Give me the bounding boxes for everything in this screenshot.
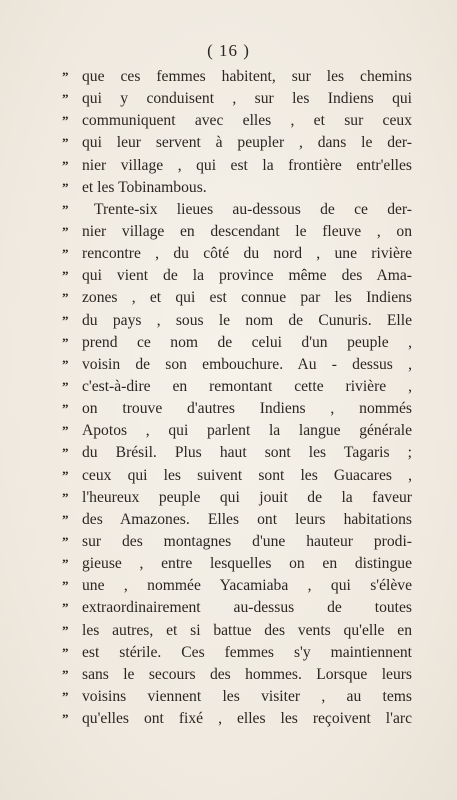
quote-mark: ” [62,157,68,173]
line-text: sur des montagnes d'une hauteur prodi- [82,532,412,550]
line-text: qui vient de la province même des Ama- [82,267,412,285]
quote-mark: ” [62,113,68,129]
quote-mark: ” [62,578,68,594]
text-line [62,664,412,686]
text-line [62,310,412,332]
line-text: sans le secours des hommes. Lorsque leurs [82,665,412,683]
text-line [62,287,412,309]
quote-mark: ” [62,533,68,549]
quote-mark: ” [62,356,68,372]
line-text: nier village en descendant le fleuve , on [82,222,412,240]
text-line [62,332,412,354]
text-block [62,66,412,730]
text-line [62,597,412,619]
quote-mark: ” [62,489,68,505]
quote-mark: ” [62,69,68,84]
text-line [62,686,412,708]
line-text: communiquent avec elles , et sur ceux [82,112,412,130]
text-line [62,553,412,575]
line-text: est stérile. Ces femmes s'y maintiennent [82,643,412,661]
line-text: extraordinairement au-dessus de toutes [82,599,412,617]
line-text: du pays , sous le nom de Cunuris. Elle [82,311,412,329]
line-text: que ces femmes habitent, sur les chemins [82,68,412,85]
text-line [62,199,412,221]
quote-mark: ” [62,666,68,682]
line-text: Apotos , qui parlent la langue générale [82,422,412,440]
line-text: qui leur servent à peupler , dans le der- [82,134,412,152]
quote-mark: ” [62,622,68,638]
text-line [62,243,412,265]
text-line [62,575,412,597]
line-text: voisins viennent les visiter , au tems [82,687,412,705]
text-line [62,88,412,110]
line-text: une , nommée Yacamiaba , qui s'élève [82,577,412,595]
page-number: ( 16 ) [207,41,250,60]
quote-mark: ” [62,511,68,527]
text-line [62,66,412,88]
line-text: qu'elles ont fixé , elles les reçoivent l'arc [82,710,412,728]
quote-mark: ” [62,445,68,461]
quote-mark: ” [62,644,68,660]
line-text: rencontre , du côté du nord , une rivière [82,245,412,263]
line-text: gieuse , entre lesquelles on en distingue [82,555,412,573]
text-line [62,642,412,664]
text-line [62,155,412,177]
line-text: ceux qui les suivent sont les Guacares , [82,466,412,484]
quote-mark: ” [62,290,68,306]
line-text: et les Tobinambous. [82,178,207,196]
quote-mark: ” [62,401,68,417]
text-line [62,708,412,730]
line-text: des Amazones. Elles ont leurs habitations [82,510,412,528]
text-line [62,177,412,199]
quote-mark: ” [62,312,68,328]
text-line [62,465,412,487]
text-line [62,398,412,420]
text-line [62,221,412,243]
quote-mark: ” [62,179,68,195]
text-line [62,509,412,531]
text-line [62,354,412,376]
text-line [62,110,412,132]
quote-mark: ” [62,378,68,394]
quote-mark: ” [62,201,68,217]
line-text: prend ce nom de celui d'un peuple , [82,333,412,351]
quote-mark: ” [62,600,68,616]
quote-mark: ” [62,423,68,439]
text-line [62,132,412,154]
quote-mark: ” [62,268,68,284]
quote-mark: ” [62,91,68,107]
quote-mark: ” [62,334,68,350]
text-line [62,376,412,398]
line-text: Trente-six lieues au-dessous de ce der- [94,200,412,218]
line-text: l'heureux peuple qui jouit de la faveur [82,488,412,506]
quote-mark: ” [62,556,68,572]
text-line [62,531,412,553]
quote-mark: ” [62,711,68,727]
line-text: qui y conduisent , sur les Indiens qui [82,90,412,108]
quote-mark: ” [62,135,68,151]
line-text: c'est-à-dire en remontant cette rivière , [82,377,412,395]
text-line [62,420,412,442]
line-text: zones , et qui est connue par les Indiens [82,289,412,307]
quote-mark: ” [62,246,68,262]
quote-mark: ” [62,688,68,704]
quote-mark: ” [62,467,68,483]
line-text: nier village , qui est la frontière entr'elles [82,156,412,174]
quote-mark: ” [62,223,68,239]
line-text: on trouve d'autres Indiens , nommés [82,400,412,418]
text-line [62,620,412,642]
text-line [62,265,412,287]
text-line [62,487,412,509]
line-text: du Brésil. Plus haut sont les Tagaris ; [82,444,412,462]
line-text: voisin de son embouchure. Au - dessus , [82,355,412,373]
text-line [62,442,412,464]
line-text: les autres, et si battue des vents qu'elle en [82,621,412,639]
